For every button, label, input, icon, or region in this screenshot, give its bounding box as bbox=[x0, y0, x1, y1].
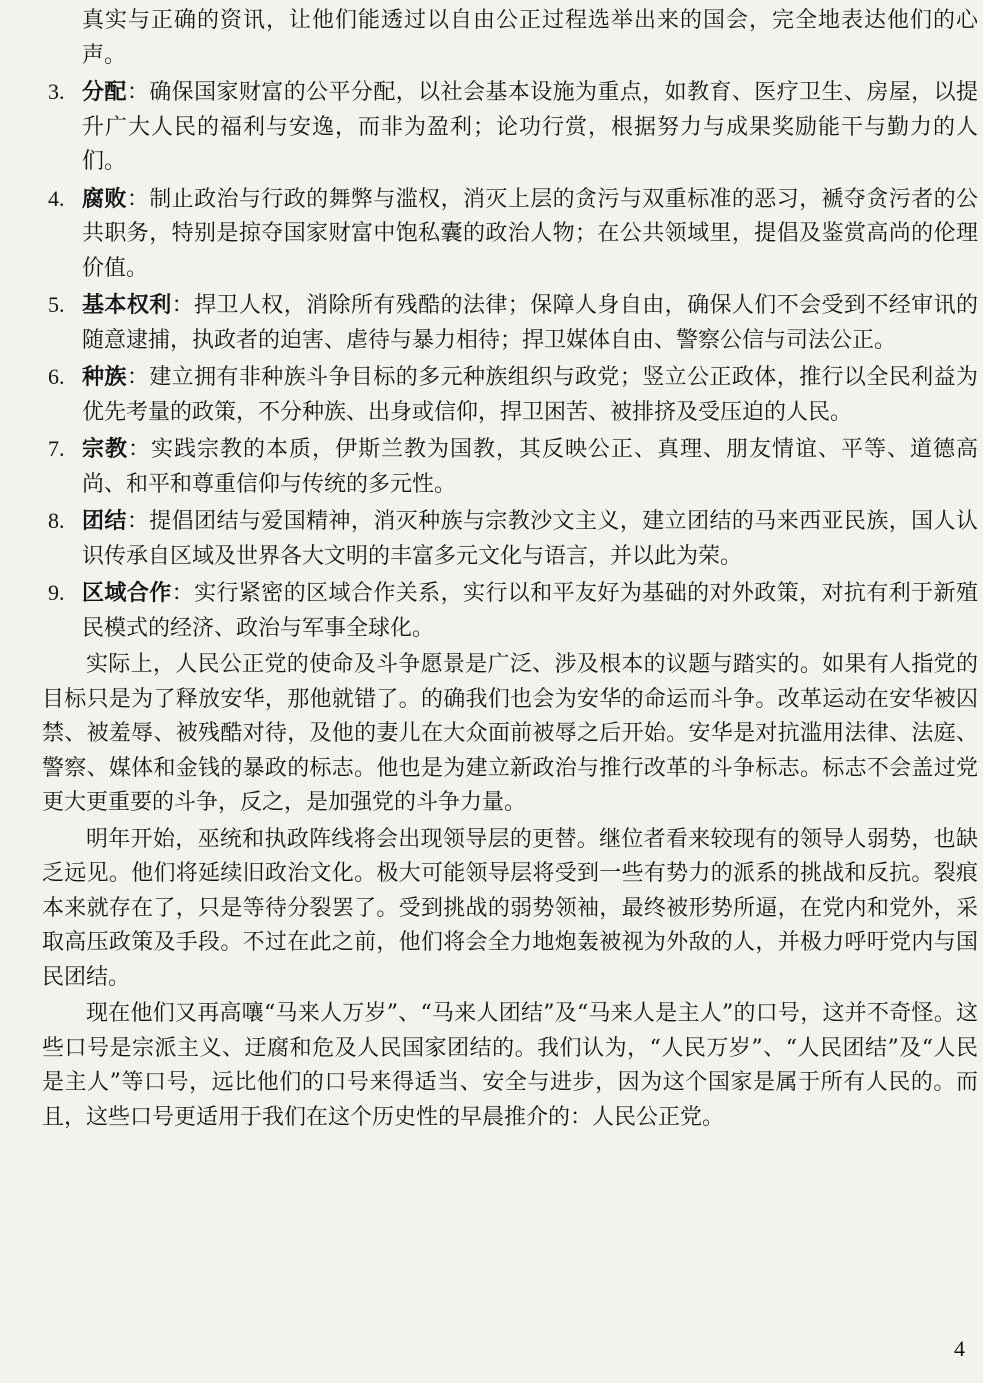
item-title: 区域合作 bbox=[82, 580, 172, 606]
list-item-3 bbox=[42, 75, 978, 180]
item-body: 建立拥有非种族斗争目标的多元种族组织与政党；竖立公正政体，推行以全民利益为优先考量的政策，不分种族、出身或信仰，捍卫困苦、被排挤及受压迫的人民。 bbox=[82, 365, 978, 425]
item-title: 宗教 bbox=[82, 436, 128, 462]
item-separator: ： bbox=[128, 437, 151, 462]
item-number: 3. bbox=[48, 79, 65, 104]
item-separator: ： bbox=[126, 509, 150, 534]
item-body: 制止政治与行政的舞弊与滥权，消灭上层的贪污与双重标准的恶习，褫夺贪污者的公共职务，特别是掠夺国家财富中饱私囊的政治人物；在公共领域里，提倡及鉴赏高尚的伦理价值。 bbox=[82, 186, 978, 281]
paragraph: 实际上，人民公正党的使命及斗争愿景是广泛、涉及根本的议题与踏实的。如果有人指党的目标只是为了释放安华，那他就错了。的确我们也会为安华的命运而斗争。改革运动在安华被囚禁、被羞辱、被残酷对待，及他的妻儿在大众面前被辱之后开始。安华是对抗滥用法律、法庭、警察、媒体和金钱的暴政的标志。他也是为建立新政治与推行改革的斗争标志。标志不会盖过党更大更重要的斗争，反之，是加强党的斗争力量。 bbox=[42, 652, 978, 815]
item-title: 基本权利 bbox=[82, 292, 172, 318]
item-separator: ： bbox=[171, 581, 195, 606]
item-title: 腐败 bbox=[82, 185, 127, 212]
paragraph: 明年开始，巫统和执政阵线将会出现领导层的更替。继位者看来较现有的领导人弱势，也缺乏远见。他们将延续旧政治文化。极大可能领导层将受到一些有势力的派系的挑战和反抗。裂痕本来就存在了，只是等待分裂罢了。受到挑战的弱势领袖，最终被形势所逼，在党内和党外，采取高压政策及手段。不过在此之前，他们将会全力地炮轰被视为外敌的人，并极力呼吁党内与国民团结。 bbox=[42, 826, 978, 990]
page-number: 4 bbox=[954, 1336, 965, 1361]
list-item-8 bbox=[42, 504, 978, 574]
list-item-5 bbox=[42, 288, 978, 358]
item-title: 团结 bbox=[82, 508, 127, 534]
continuation-text: 真实与正确的资讯，让他们能透过以自由公正过程选举出来的国会，完全地表达他们的心声。 bbox=[82, 8, 978, 68]
item-separator: ： bbox=[126, 80, 150, 105]
item-number: 4. bbox=[48, 185, 65, 211]
item-body: 实践宗教的本质，伊斯兰教为国教，其反映公正、真理、朋友情谊、平等、道德高尚、和平和尊重信仰与传统的多元性。 bbox=[82, 437, 978, 497]
list-item-9 bbox=[42, 576, 978, 646]
item-body: 实行紧密的区域合作关系，实行以和平友好为基础的对外政策，对抗有利于新殖民模式的经济、政治与军事全球化。 bbox=[82, 581, 978, 641]
item-separator: ： bbox=[126, 186, 150, 212]
item-body: 提倡团结与爱国精神，消灭种族与宗教沙文主义，建立团结的马来西亚民族，国人认识传承自区域及世界各大文明的丰富多元文化与语言，并以此为荣。 bbox=[82, 509, 978, 569]
list-item-4 bbox=[42, 182, 978, 287]
paragraph: 现在他们又再高嚷“马来人万岁”、“马来人团结”及“马来人是主人”的口号，这并不奇怪。这些口号是宗派主义、迂腐和危及人民国家团结的。我们认为，“人民万岁”、“人民团结”及“人民是主人”等口号，远比他们的口号来得适当、安全与进步，因为这个国家是属于所有人民的。而且，这些口号更适用于我们在这个历史性的早晨推介的：人民公正党。 bbox=[42, 1001, 978, 1130]
list-item-6 bbox=[42, 360, 978, 430]
list-item-7 bbox=[42, 432, 978, 502]
item-title: 分配 bbox=[82, 79, 127, 105]
item-body: 捍卫人权，消除所有残酷的法律；保障人身自由，确保人们不会受到不经审讯的随意逮捕，执政者的迫害、虐待与暴力相待；捍卫媒体自由、警察公信与司法公正。 bbox=[82, 293, 978, 353]
item-number: 5. bbox=[48, 292, 65, 317]
item-separator: ： bbox=[171, 293, 195, 318]
item-title: 种族 bbox=[82, 364, 127, 390]
item-number: 6. bbox=[48, 364, 65, 389]
body-text bbox=[42, 4, 978, 1135]
item-body: 确保国家财富的公平分配，以社会基本设施为重点，如教育、医疗卫生、房屋，以提升广大人民的福利与安逸，而非为盈利；论功行赏，根据努力与成果奖励能干与勤力的人们。 bbox=[82, 80, 978, 174]
item-separator: ： bbox=[126, 365, 150, 390]
item-number: 9. bbox=[48, 580, 65, 605]
item-number: 8. bbox=[48, 508, 65, 533]
item-number: 7. bbox=[48, 436, 65, 461]
